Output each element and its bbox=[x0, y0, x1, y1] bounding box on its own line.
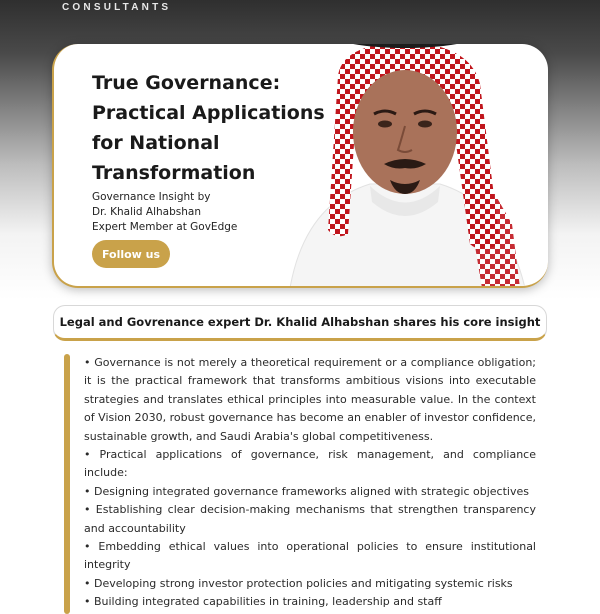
paragraph: • Building integrated capabilities in training, leadership and staff bbox=[84, 595, 442, 609]
article-body bbox=[84, 354, 536, 612]
hero-byline: Governance Insight by bbox=[92, 191, 211, 203]
subtitle-text: Legal and Govrenance expert Dr. Khalid Alhabshan shares his core insight bbox=[59, 315, 541, 329]
paragraph: • Practical applications of governance, risk management, and compliance include: bbox=[84, 448, 536, 480]
paragraph: • Designing integrated governance frameworks aligned with strategic objectives bbox=[84, 484, 529, 498]
content-accent-bar bbox=[64, 354, 70, 614]
brand-wordmark: CONSULTANTS bbox=[62, 2, 172, 13]
hero-role: Expert Member at GovEdge bbox=[92, 221, 238, 233]
subtitle-banner bbox=[53, 305, 547, 341]
hero-title: True Governance: Practical Applications for National Transformation bbox=[92, 72, 325, 184]
paragraph: • Governance is not merely a theoretical requirement or a compliance obligation; it is the practical framework that transforms ambitious visions into executable strategies and translates ethical principles into measurable value. In the context of Vision 2030, robust governance has become an enabler of investor confidence, sustainable growth, and Saudi Arabia's global competitiveness. bbox=[84, 356, 536, 443]
hero-card bbox=[52, 44, 548, 288]
paragraph: • Establishing clear decision-making mechanisms that strengthen transparency and accountability bbox=[84, 503, 536, 535]
paragraph: • Embedding ethical values into operational policies to ensure institutional integrity bbox=[84, 540, 536, 572]
follow-us-button[interactable]: Follow us bbox=[92, 240, 170, 268]
portrait-image bbox=[250, 44, 548, 288]
paragraph: • Developing strong investor protection policies and mitigating systemic risks bbox=[84, 576, 513, 590]
hero-author: Dr. Khalid Alhabshan bbox=[92, 206, 201, 218]
